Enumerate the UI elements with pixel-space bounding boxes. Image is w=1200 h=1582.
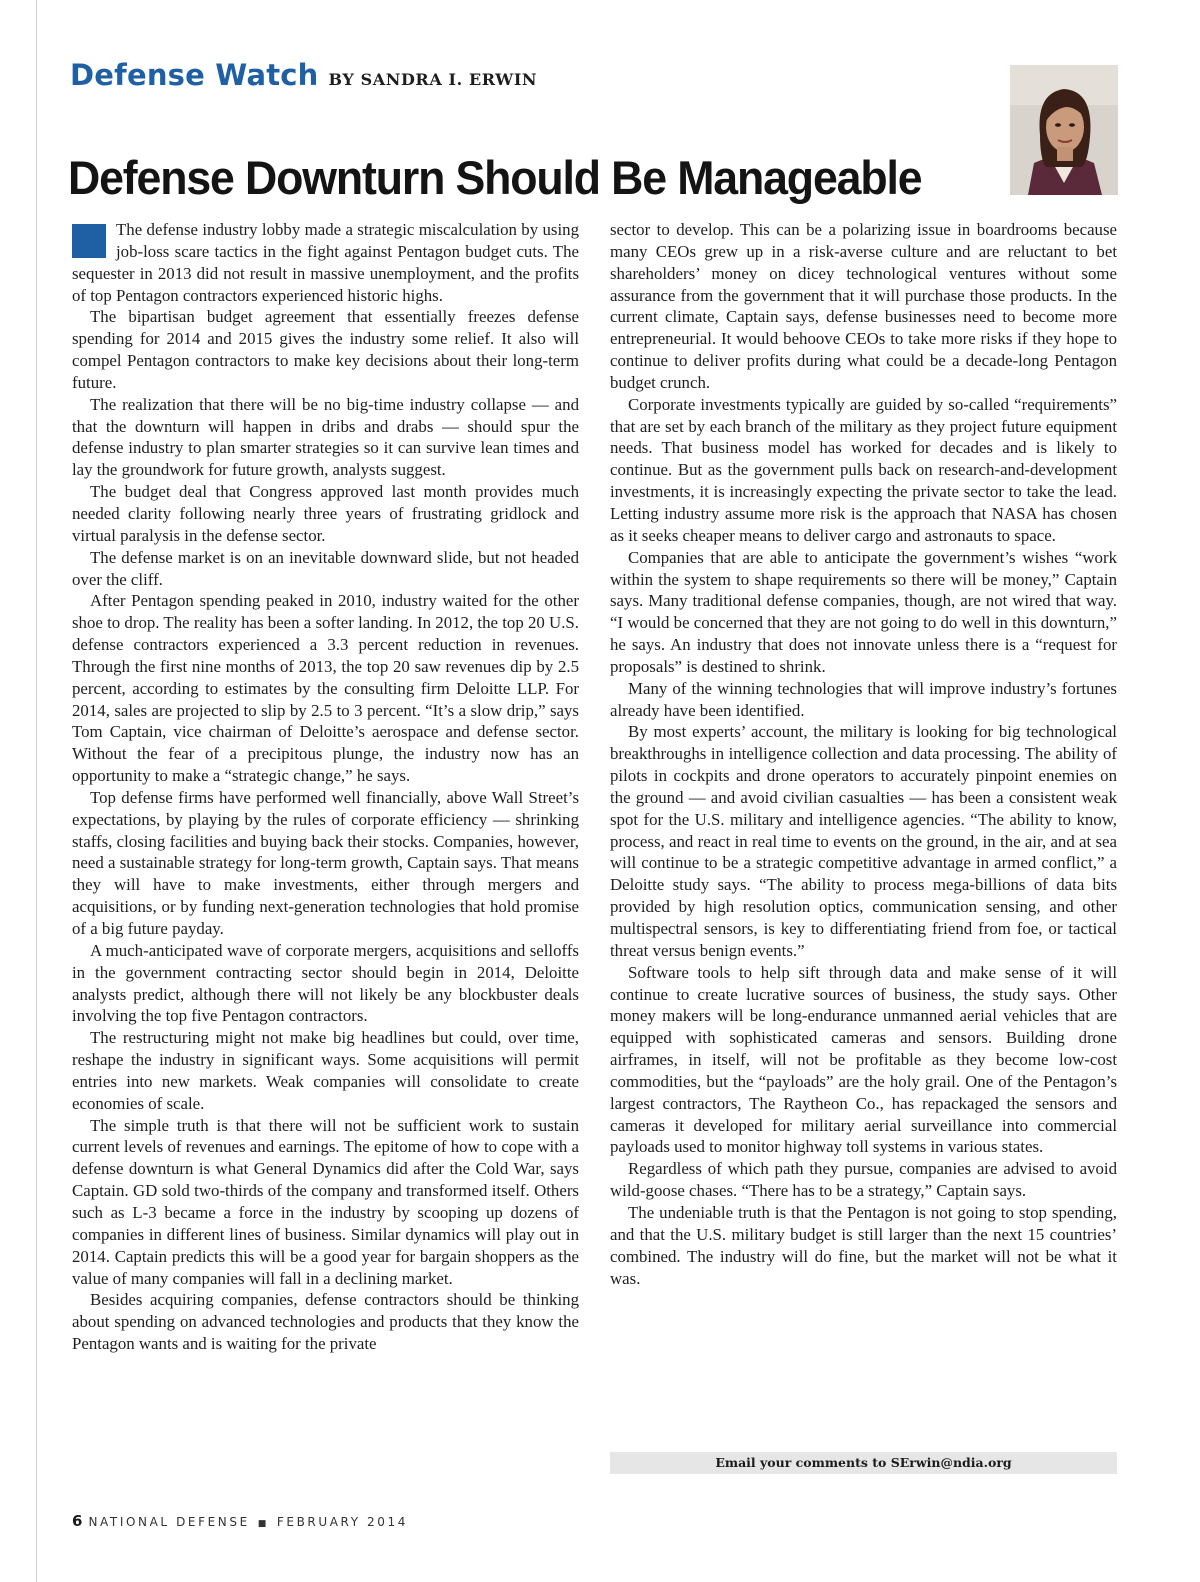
article-paragraph: Corporate investments typically are guided by so-called “requirements” that are set by each branch of the military as they project future equipment needs. That business model has worked for decades and is likely to continue. But as the government pulls back on research-and-development investments, it is increasingly expecting the private sector to take the lead. Letting industry assume more risk is the approach that NASA has chosen as it seeks cheaper means to deliver cargo and astronauts to space.	[610, 394, 1117, 545]
publication-name: NATIONAL DEFENSE	[88, 1515, 250, 1529]
article-paragraph: After Pentagon spending peaked in 2010, industry waited for the other shoe to drop. The reality has been a softer landing. In 2012, the top 20 U.S. defense contractors experienced a 3.3 percent reduction in revenues. Through the first nine months of 2013, the top 20 saw revenues dip by 2.5 percent, according to estimates by the consulting firm Deloitte LLP. For 2014, sales are projected to slip by 2.5 to 3 percent. “It’s a slow drip,” says Tom Captain, vice chairman of Deloitte’s aerospace and defense sector. Without the fear of a precipitous plunge, the industry now has an opportunity to make a “strategic change,” he says.	[72, 591, 579, 786]
email-prefix: Email your comments to	[715, 1455, 891, 1470]
article-paragraph: Top defense firms have performed well financially, above Wall Street’s expectations, by playing by the rules of corporate efficiency — shrinking staffs, closing facilities and buying back their stocks. Companies, however, need a sustainable strategy for long-term growth, Captain says. That means they will have to make investments, either through mergers and acquisitions, or by funding next-generation technologies that hold promise of a big future payday.	[72, 787, 579, 938]
article-paragraph: Regardless of which path they pursue, companies are advised to avoid wild-goose chases. “There has to be a strategy,” Captain says.	[610, 1159, 1117, 1201]
article-paragraph: A much-anticipated wave of corporate mergers, acquisitions and selloffs in the government contracting sector should begin in 2014, Deloitte analysts predict, although there will not likely be any blockbuster deals involving the top five Pentagon contractors.	[72, 940, 579, 1026]
article-paragraph: The realization that there will be no big-time industry collapse — and that the downturn will happen in dribs and drabs — should spur the defense industry to plan smarter strategies so it can survive lean times and lay the groundwork for future growth, analysts suggest.	[72, 394, 579, 480]
page-spine-line	[36, 0, 37, 1582]
article-paragraph: Many of the winning technologies that will improve industry’s fortunes already have been identified.	[610, 678, 1117, 720]
article-column-right	[610, 219, 1117, 1289]
article-paragraph: The restructuring might not make big headlines but could, over time, reshape the industry in significant ways. Some acquisitions will permit entries into new markets. Weak companies will consolidate to create economies of scale.	[72, 1028, 579, 1113]
article-paragraph	[72, 219, 579, 306]
headline: Defense Downturn Should Be Manageable	[68, 151, 922, 204]
article-paragraph: The budget deal that Congress approved last month provides much needed clarity following nearly three years of frustrating gridlock and virtual paralysis in the defense sector.	[72, 482, 579, 545]
article-paragraph: Software tools to help sift through data and make sense of it will continue to create lucrative sources of business, the study says. Other money makers will be long-endurance unmanned aerial vehicles that are equipped with sophisticated cameras and sensors. Building drone airframes, in itself, will not be profitable as they become low-cost commodities, but the “payloads” are the holy grail. One of the Pentagon’s largest contractors, The Raytheon Co., has repackaged the sensors and cameras it developed for military aerial surveillance into commercial payloads used to monitor highway toll systems in various states.	[610, 962, 1117, 1157]
portrait-image	[1010, 65, 1118, 195]
article-paragraph-continued: sector to develop. This can be a polarizing issue in boardrooms because many CEOs grew up in a risk-averse culture and are reluctant to bet shareholders’ money on dicey technological ventures without some assurance from the government that it will purchase those products. In the current climate, Captain says, defense businesses need to become more entrepreneurial. It would behoove CEOs to take more risks if they hope to continue to deliver profits during what could be a decade-long Pentagon budget crunch.	[610, 220, 1117, 392]
article-paragraph: Companies that are able to anticipate the government’s wishes “work within the system to shape requirements so there will be money,” Captain says. Many traditional defense companies, though, are not wired that way. “I would be concerned that they are not going to do well in this downturn,” he says. An industry that does not innovate unless there is a “request for proposals” is destined to shrink.	[610, 547, 1117, 676]
email-address-link[interactable]: SErwin@ndia.org	[890, 1455, 1012, 1470]
drop-cap-square	[72, 224, 106, 258]
column-name: Defense Watch	[70, 58, 319, 92]
byline: BY SANDRA I. ERWIN	[328, 70, 538, 89]
page-footer	[72, 1512, 408, 1530]
article-paragraph: Besides acquiring companies, defense contractors should be thinking about spending on advanced technologies and products that they know the Pentagon wants and is waiting for the private	[72, 1290, 579, 1354]
column-header	[70, 58, 537, 92]
paragraph-text: The defense industry lobby made a strategic miscalculation by using job-loss scare tactics in the fight against Pentagon budget cuts. The sequester in 2013 did not result in massive unemployment, and the profits of top Pentagon contractors experienced historic highs.	[72, 220, 579, 305]
author-portrait	[1010, 65, 1118, 195]
article-paragraph: By most experts’ account, the military is looking for big technological breakthroughs in intelligence collection and data processing. The ability of pilots in cockpits and drone operators to accurately pinpoint enemies on the ground — and avoid civilian casualties — has been a consistent weak spot for the U.S. military and intelligence agencies. “The ability to know, process, and react in real time to events on the ground, in the air, and at sea will continue to be a strategic competitive advantage in armed conflict,” a Deloitte study says. “The ability to process mega-billions of data bits provided by high resolution optics, communication sensing, and other multispectral sensors, is key to differentiating friend from foe, or tactical threat versus benign events.”	[610, 722, 1117, 960]
email-comments-box	[610, 1452, 1117, 1474]
article-paragraph: The bipartisan budget agreement that essentially freezes defense spending for 2014 and 2015 gives the industry some relief. It also will compel Pentagon contractors to make key decisions about their long-term future.	[72, 307, 579, 392]
article-paragraph: The undeniable truth is that the Pentagon is not going to stop spending, and that the U.S. military budget is still larger than the next 15 countries’ combined. The industry will do fine, but the market will not be what it was.	[610, 1202, 1117, 1288]
article-column-left	[72, 219, 579, 1355]
article-paragraph: The simple truth is that there will not be sufficient work to sustain current levels of revenues and earnings. The epitome of how to cope with a defense downturn is what General Dynamics did after the Cold War, says Captain. GD sold two-thirds of the company and transformed itself. Others such as L-3 became a force in the industry by scooping up dozens of companies in different lines of business. Similar dynamics will play out in 2014. Captain predicts this will be a good year for bargain shoppers as the value of many companies will fall in a declining market.	[72, 1115, 579, 1288]
issue-date: FEBRUARY 2014	[276, 1515, 408, 1529]
footer-separator: ■	[257, 1519, 269, 1529]
article-paragraph: The defense market is on an inevitable downward slide, but not headed over the cliff.	[72, 547, 579, 589]
page-number: 6	[72, 1512, 83, 1530]
